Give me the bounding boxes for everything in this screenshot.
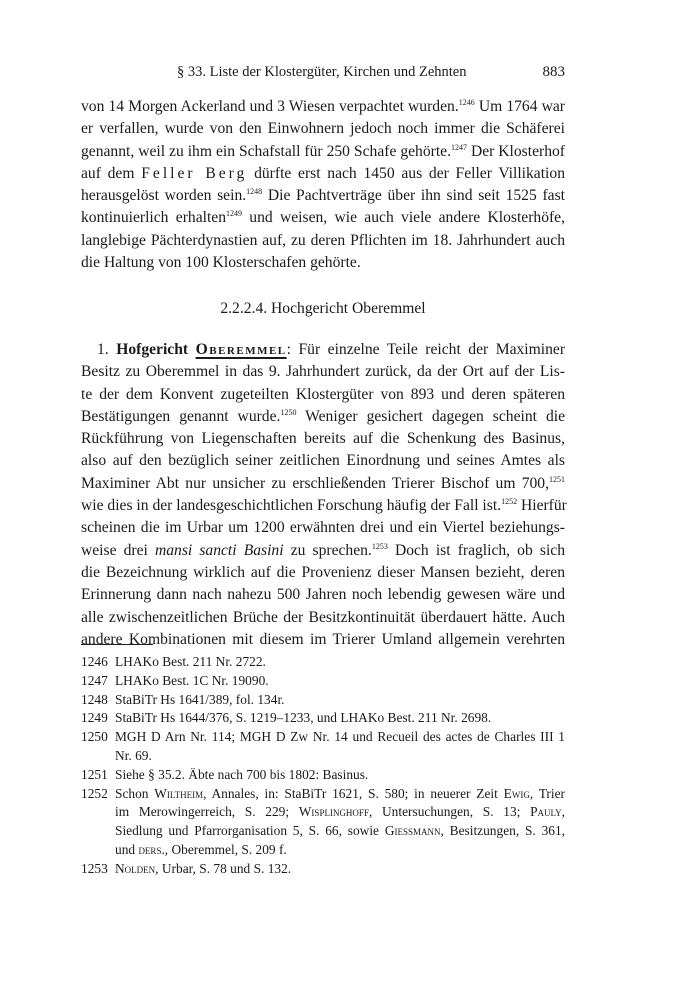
text-run: : Für einzelne Teile reicht der Maximiner — [286, 341, 566, 358]
footnote-number: 1249 — [81, 710, 108, 726]
text-line — [81, 406, 565, 428]
text-line — [81, 96, 565, 118]
text-line: alle zwischenzeitlichen Brüche der Besitzkontinuität überdauert hätte. Auch — [81, 608, 565, 626]
text-line — [81, 473, 565, 495]
section-heading: 2.2.2.4. Hochgericht Oberemmel — [220, 300, 426, 317]
text-line — [81, 540, 565, 562]
text-run: Schon — [115, 785, 155, 801]
author-name: Wiltheim — [154, 785, 204, 801]
text-run: Weniger gesichert dagegen scheint die — [296, 407, 565, 425]
footnote-line — [115, 841, 565, 860]
text-run: Maximiner Abt nur unsicher zu erschließenden Trierer Bischof um 700, — [81, 474, 549, 492]
footnote-number: 1250 — [81, 729, 108, 745]
footnotes — [81, 653, 565, 879]
author-name: ders. — [138, 841, 165, 857]
main-paragraph — [81, 339, 565, 651]
text-run: , Trier — [529, 785, 566, 801]
footnote-ref-1253[interactable]: 1253 — [371, 541, 388, 551]
text-run: herausgelöst worden sein. — [81, 187, 247, 205]
author-name: Giessmann — [384, 823, 441, 839]
footnote-number: 1252 — [81, 785, 108, 801]
text-run: von 14 Morgen Ackerland und 3 Wiesen verpachtet wurden. — [81, 98, 459, 115]
footnote-line — [115, 803, 565, 822]
footnote-number: 1253 — [81, 860, 108, 876]
footnote-separator — [81, 644, 153, 645]
text-run: dürfte erst nach 1450 aus der Feller Villikation — [247, 164, 565, 182]
text-line: er verfallen, wurde von den Einwohnern jedoch noch immer die Schäferei — [81, 120, 565, 138]
text-line — [81, 495, 565, 517]
place-name: Oberemmel — [195, 341, 287, 358]
text-line: langlebige Pächterdynastien auf, zu deren Pflichten im 18. Jahrhundert auch — [81, 231, 565, 249]
footnote-ref-1248[interactable]: 1248 — [246, 187, 263, 197]
text-run: Die Pachtverträge über ihn sind seit 1525 fast — [262, 187, 565, 205]
page-number: 883 — [542, 64, 565, 80]
author-name: Nolden — [115, 860, 156, 876]
text-run: , Annales, in: StaBiTr 1621, S. 580; in neuerer Zeit — [203, 785, 504, 801]
text-run: im Merowingerreich, S. 229; — [115, 804, 299, 820]
text-run: Siedlung und Pfarrorganisation 5, S. 66, sowie — [115, 823, 385, 839]
text-run: zu sprechen. — [283, 541, 372, 559]
text-run: Hierfür — [517, 497, 567, 515]
text-run: , Oberemmel, S. 209 f. — [164, 841, 287, 857]
bold-term: Hofgericht — [116, 341, 196, 358]
footnote-1247 — [81, 672, 565, 691]
footnote-line — [115, 822, 565, 841]
text-run: Der Klosterhof — [466, 142, 565, 160]
footnote-1252 — [81, 785, 565, 860]
text-run: , — [561, 804, 565, 820]
footnote-text — [115, 785, 565, 860]
text-line: Rückführung von Liegenschaften bereits auf die Schenkung des Basinus, — [81, 430, 565, 448]
footnote-number: 1248 — [81, 691, 108, 707]
footnote-text — [115, 728, 565, 766]
text-run: genannt, weil zu ihm ein Schafstall für 250 Schafe gehörte. — [81, 142, 451, 160]
footnote-line — [115, 785, 565, 804]
text-line — [81, 207, 565, 229]
footnote-1246 — [81, 653, 565, 672]
text-run: und weisen, wie auch viele andere Klosterhöfe, — [242, 209, 566, 227]
text-line: te der dem Konvent zugeteilten Klostergüter von 893 und deren späteren — [81, 385, 565, 403]
footnote-ref-1246[interactable]: 1246 — [458, 98, 475, 107]
footnote-text: StaBiTr Hs 1641/389, fol. 134r. — [115, 691, 285, 707]
footnote-ref-1252[interactable]: 1252 — [501, 497, 518, 507]
text-line: Erinnerung dann nach nahezu 500 Jahren noch lebendig gewesen wäre und — [81, 586, 565, 604]
text-line: scheinen die im Urbar um 1200 erwähnten drei und ein Viertel beziehungs- — [81, 519, 565, 537]
text-run: , Besitzungen, S. 361, — [440, 823, 566, 839]
text-run: und — [115, 841, 139, 857]
author-name: Wisplinghoff — [298, 804, 369, 820]
text-line — [81, 185, 565, 207]
author-name: Pauly — [530, 804, 562, 820]
author-name: Ewig — [503, 785, 530, 801]
text-run: weise drei — [81, 541, 155, 559]
text-line: andere Kombinationen mit diesem im Trierer Umland allgemein verehrten — [81, 630, 565, 648]
footnote-ref-1247[interactable]: 1247 — [450, 142, 467, 152]
item-number: 1. — [97, 341, 117, 358]
footnote-1253 — [81, 860, 565, 879]
text-run: Um 1764 war — [474, 98, 565, 115]
footnote-number: 1246 — [81, 654, 108, 669]
text-run: auf dem — [81, 164, 142, 182]
footnote-ref-1251[interactable]: 1251 — [549, 474, 565, 484]
text-line: die Bezeichnung wirklich auf die Provenienz dieser Mansen bezieht, deren — [81, 563, 565, 581]
footnote-text — [115, 860, 565, 879]
footnote-number: 1251 — [81, 766, 108, 782]
footnote-text: LHAKo Best. 1C Nr. 19090. — [115, 672, 269, 688]
footnote-line: Nr. 69. — [115, 747, 152, 763]
running-header — [81, 64, 565, 84]
footnote-line: MGH D Arn Nr. 114; MGH D Zw Nr. 14 und Recueil des actes de Charles III 1 — [115, 729, 565, 745]
latin-phrase: mansi sancti Basini — [154, 541, 284, 559]
text-line: die Haltung von 100 Klosterschafen gehörte. — [81, 254, 361, 272]
intro-paragraph — [81, 96, 565, 274]
text-line: also auf den bezüglich seiner zeitlichen Einordnung und seines Amtes als — [81, 452, 565, 470]
footnote-1250 — [81, 728, 565, 766]
footnote-ref-1250[interactable]: 1250 — [280, 407, 297, 417]
footnote-1249 — [81, 709, 565, 728]
text-run: wie dies in der landesgeschichtlichen Forschung häufig der Fall ist. — [81, 497, 502, 515]
footnote-text: Siehe § 35.2. Äbte nach 700 bis 1802: Basinus. — [115, 766, 369, 782]
text-run: Bestätigungen genannt wurde. — [81, 407, 281, 425]
text-line — [81, 163, 565, 185]
text-run: , Untersuchungen, S. 13; — [368, 804, 531, 820]
footnote-1251 — [81, 766, 565, 785]
text-run: kontinuierlich erhalten — [81, 209, 226, 227]
footnote-text: StaBiTr Hs 1644/376, S. 1219–1233, und LHAKo Best. 211 Nr. 2698. — [115, 710, 492, 726]
running-title: § 33. Liste der Klostergüter, Kirchen und Zehnten — [177, 64, 467, 80]
text-line — [81, 339, 565, 361]
footnote-number: 1247 — [81, 672, 108, 688]
spaced-place-name: Feller Berg — [141, 164, 248, 182]
text-line: Besitz zu Oberemmel in das 9. Jahrhundert zurück, da der Ort auf der Lis- — [81, 363, 565, 381]
footnote-1248 — [81, 691, 565, 710]
text-run: , Urbar, S. 78 und S. 132. — [155, 860, 292, 876]
footnote-ref-1249[interactable]: 1249 — [226, 209, 242, 219]
footnote-text: LHAKo Best. 211 Nr. 2722. — [115, 654, 266, 669]
text-run: Doch ist fraglich, ob sich — [387, 541, 566, 559]
text-line — [81, 141, 565, 163]
